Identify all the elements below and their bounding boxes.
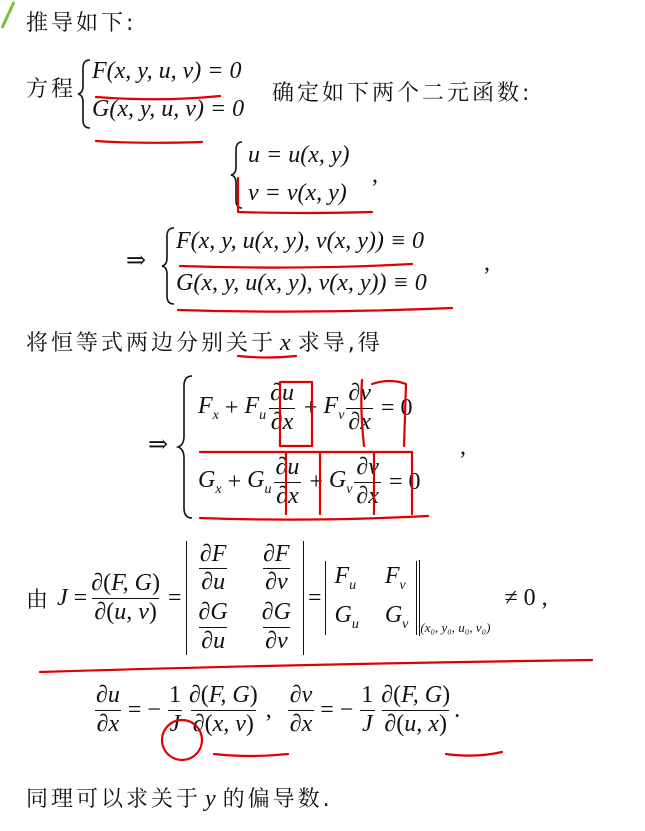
function-v: v = v(x, y) (248, 180, 347, 206)
jacobian-point: (x₀, y₀, u₀, v₀) (420, 620, 491, 635)
derivative-row-g: $G_x$ + $G_u$ $\frac{\partial u}{\partial x}$ + $G_v$ $\frac{\partial v}{\partial x}$ = 0 (198, 454, 421, 509)
functions-block (230, 140, 410, 216)
derive-text-var: x (280, 330, 294, 356)
derivative-brace (176, 374, 194, 520)
derive-text-underlined: 关于 (226, 331, 277, 356)
final-text-after: 的偏导数. (222, 787, 333, 812)
derive-text-after: 求导 (297, 331, 348, 356)
system-eq-g: G(x, y, u, v) = 0 (92, 96, 245, 122)
jacobian-determinant: $\frac{\partial F}{\partial u}$ $\frac{\partial F}{\partial v}$ $\frac{\partial G}{\partial u}$ $\frac{\partial G}{\partial v}$ (186, 541, 304, 655)
system-suffix: 确定如下两个二元函数: (272, 81, 533, 106)
corner-accent-icon (0, 0, 16, 30)
fraction-dv-dx: $\frac{\partial v}{\partial x}$ (348, 380, 371, 435)
identity-comma: , (484, 250, 490, 276)
fraction-du-dx: $\frac{\partial u}{\partial x}$ (270, 380, 294, 435)
derivative-block (148, 374, 478, 520)
result-line: $\frac{\partial u}{\partial x}$ = − $\frac{1}{J}$ $\frac{\partial(F, G)}{\partial(x, v)}$ , $\frac{\partial v}{\partial x}$ = − $\frac{1}{J}$ $\frac{\partial(F, G)}{\partial(u, x)}$ . (96, 682, 461, 737)
identity-f: F(x, y, u(x, y), v(x, y)) ≡ 0 (176, 228, 425, 254)
jacobian-line: 由 J = $\frac{\partial(F, G)}{\partial(u, v)}$ = $\frac{\partial F}{\partial u}$ $\frac{\partial F}{\partial v}$ $\frac{\partial G}{\partial u}$ $\frac{\partial G}{\partial v}$ = $F_u$ $F_v$ $G_u$ $G_v$ (x₀, y₀, u₀, v₀) ≠ 0 , (26, 540, 548, 654)
jacobian-prefix: 由 (26, 587, 52, 613)
final-text-var: y (205, 786, 219, 812)
result-dv-dx: $\frac{\partial v}{\partial x}$ (289, 682, 313, 737)
fraction-du-dx: $\frac{\partial u}{\partial x}$ (275, 454, 300, 509)
identity-g: G(x, y, u(x, y), v(x, y)) ≡ 0 (176, 270, 427, 296)
derivative-arrow: ⇒ (148, 432, 169, 458)
system-block (26, 58, 645, 138)
system-brace (76, 58, 92, 130)
derive-text-end: ,得 (347, 331, 383, 356)
heading: 推导如下: (26, 11, 137, 36)
jacobian-fraction: $\frac{\partial(F, G)}{\partial(u, v)}$ (91, 569, 160, 625)
derive-text-before: 将恒等式两边分别 (26, 331, 227, 356)
derivative-row-f: $F_x$ + $F_u$ $\frac{\partial u}{\partial x}$ + $F_v$ $\frac{\partial v}{\partial x}$ = 0 (198, 380, 413, 435)
result-period: . (454, 696, 461, 723)
function-u: u = u(x, y) (248, 142, 350, 168)
jacobian-partials: $F_u$ $F_v$ $G_u$ $G_v$ (325, 561, 417, 635)
result-one-over-j: $\frac{1}{J}$ (168, 682, 181, 737)
result-jacobian-ux: $\frac{\partial(F, G)}{\partial(u, x)}$ (381, 682, 451, 737)
identity-block (126, 226, 506, 310)
final-text (26, 782, 333, 813)
result-du-dx: $\frac{\partial u}{\partial x}$ (96, 682, 120, 737)
functions-brace (230, 140, 244, 210)
jacobian-symbol: J (57, 584, 68, 611)
identity-arrow: ⇒ (126, 248, 147, 274)
fraction-dv-dx: $\frac{\partial v}{\partial x}$ (356, 454, 379, 509)
system-eq-f: F(x, y, u, v) = 0 (92, 58, 242, 84)
derive-text (26, 326, 383, 357)
derivative-comma: , (460, 434, 466, 460)
functions-comma: , (372, 162, 378, 188)
final-text-before: 同理可以求关于 (26, 787, 202, 812)
identity-brace (160, 226, 176, 306)
jacobian-neq: ≠ 0 , (504, 584, 548, 611)
system-prefix: 方程 (26, 77, 77, 102)
result-jacobian-xv: $\frac{\partial(F, G)}{\partial(x, v)}$ (188, 682, 258, 737)
result-one-over-j: $\frac{1}{J}$ (361, 682, 374, 737)
